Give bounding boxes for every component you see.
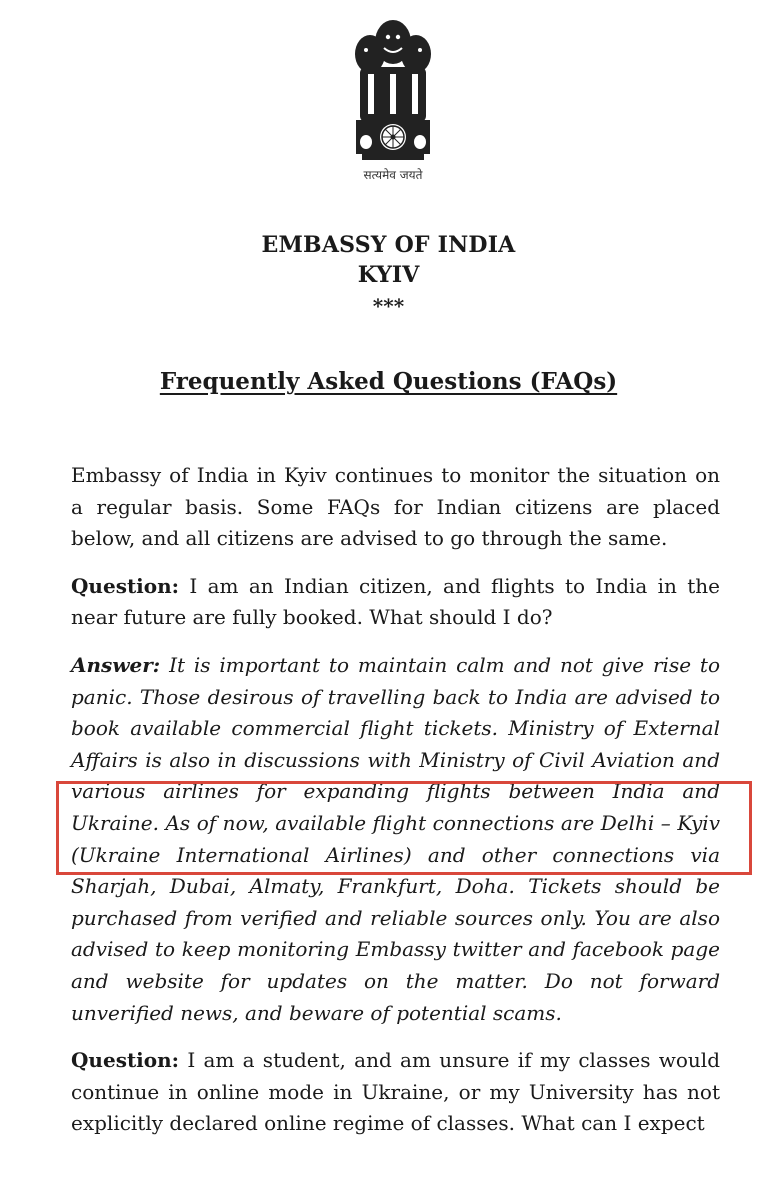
highlight-box xyxy=(56,781,752,875)
faq-question xyxy=(71,1045,720,1140)
question-label: Question: xyxy=(71,573,180,598)
question-label: Question: xyxy=(71,1048,180,1073)
motto: सत्यमेव जयते xyxy=(363,168,423,182)
page-title: Frequently Asked Questions (FAQs) xyxy=(159,368,618,395)
answer-label: Answer: xyxy=(71,652,161,677)
question-text: I am a student, and am unsure if my classes would continue in online mode in Ukraine, or my University has not explicitly declared online regime of classes. What can I expect xyxy=(71,1048,720,1136)
question-text: I am an Indian citizen, and flights to India in the near future are fully booked. What should I do? xyxy=(71,573,720,630)
separator: *** xyxy=(372,294,405,318)
intro-paragraph: Embassy of India in Kyiv continues to monitor the situation on a regular basis. Some FAQs for Indian citizens are placed below, and all citizens are advised to go through the same. xyxy=(71,463,720,551)
embassy-name: EMBASSY OF INDIA xyxy=(261,232,516,258)
national-emblem-icon xyxy=(338,12,448,192)
faq-question xyxy=(71,571,720,634)
embassy-city: KYIV xyxy=(357,262,420,288)
answer-text: It is important to maintain calm and not give rise to panic. Those desirous of travelling back to India are advised to book available commercial flight tickets. Ministry of External Affairs is also in discussions with Ministry of Civil Aviation and various airlines for expanding flights between India and Ukraine. As of now, available flight connections are Delhi – Kyiv (Ukraine International Airlines) and other connections via Sharjah, Dubai, Almaty, Frankfurt, Doha. Tickets should be purchased from verified and reliable sources only. You are also advised to keep monitoring Embassy twitter and facebook page and website for updates on the matter. Do not forward unverified news, and beware of potential scams. xyxy=(71,652,720,1025)
